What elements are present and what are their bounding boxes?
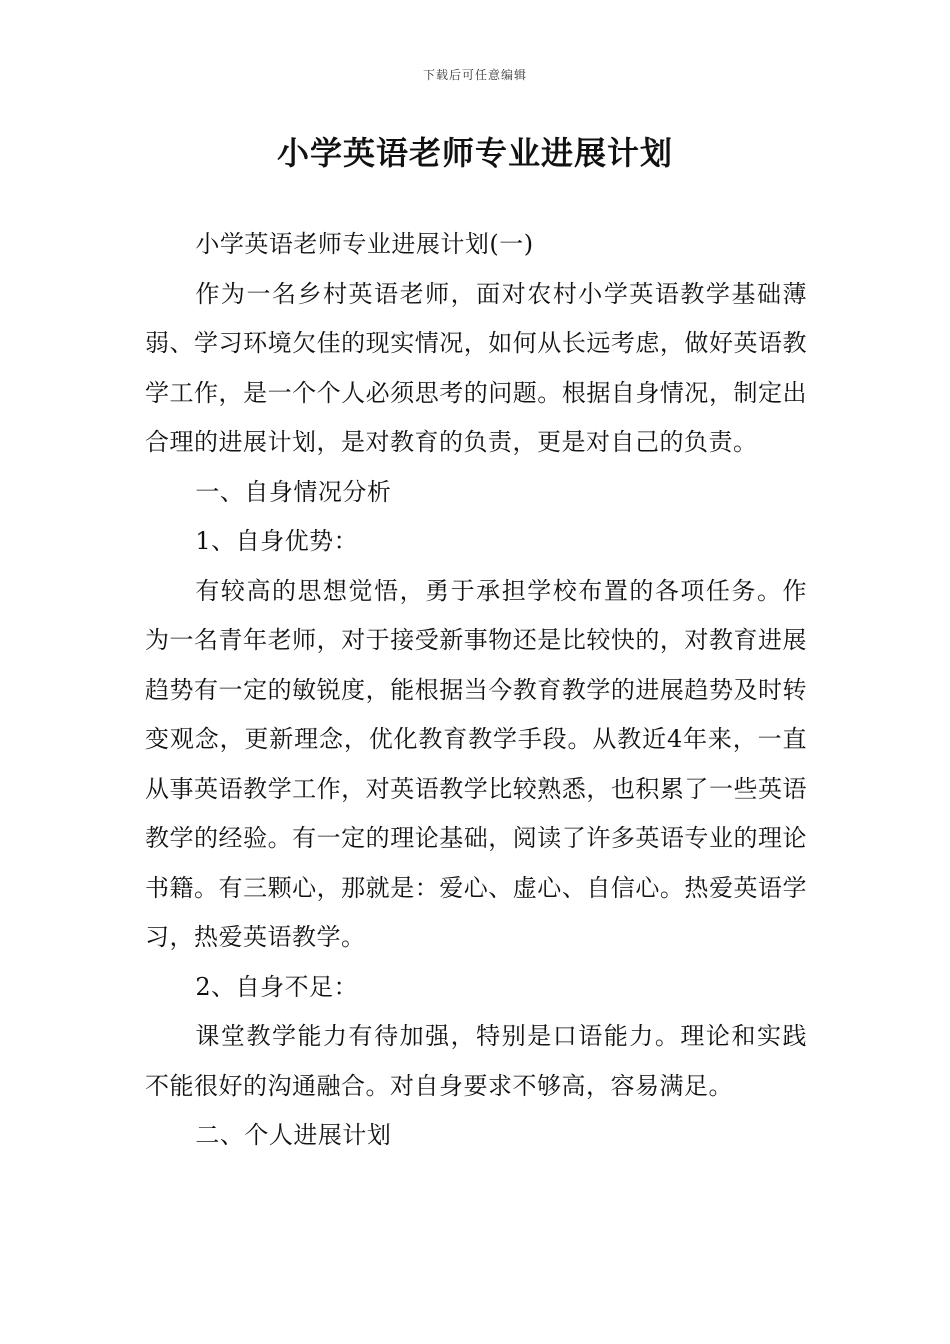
paragraph-intro: 作为一名乡村英语老师，面对农村小学英语教学基础薄弱、学习环境欠佳的现实情况，如何从长远考虑，做好英语教学工作，是一个个人必须思考的问题。根据自身情况，制定出合理的进展计划，是对教育的负责，更是对自己的负责。 (145, 279, 807, 456)
paragraph-subtitle: 小学英语老师专业进展计划(一) (195, 230, 534, 258)
section-heading-plan: 二、个人进展计划 (195, 1121, 392, 1149)
subheading-weaknesses: 2、自身不足： (195, 972, 359, 1001)
subheading-strengths: 1、自身优势： (195, 527, 359, 555)
document-title: 小学英语老师专业进展计划 (276, 134, 673, 172)
paragraph-strengths: 有较高的思想觉悟，勇于承担学校布置的各项任务。作为一名青年老师，对于接受新事物还是比较快的，对教育进展趋势有一定的敏锐度，能根据当今教育教学的进展趋势及时转变观念，更新理念，优化教育教学手段。从教近4年来，一直从事英语教学工作，对英语教学比较熟悉，也积累了一些英语教学的经验。有一定的理论基础，阅读了许多英语专业的理论书籍。有三颗心，那就是：爱心、虚心、自信心。热爱英语学习，热爱英语教学。 (145, 576, 807, 951)
paragraph-weaknesses: 课堂教学能力有待加强，特别是口语能力。理论和实践不能很好的沟通融合。对自身要求不够高，容易满足。 (145, 1022, 807, 1100)
document-body (145, 220, 807, 1161)
section-heading-analysis: 一、自身情况分析 (195, 477, 392, 506)
header-note: 下载后可任意编辑 (422, 68, 527, 82)
